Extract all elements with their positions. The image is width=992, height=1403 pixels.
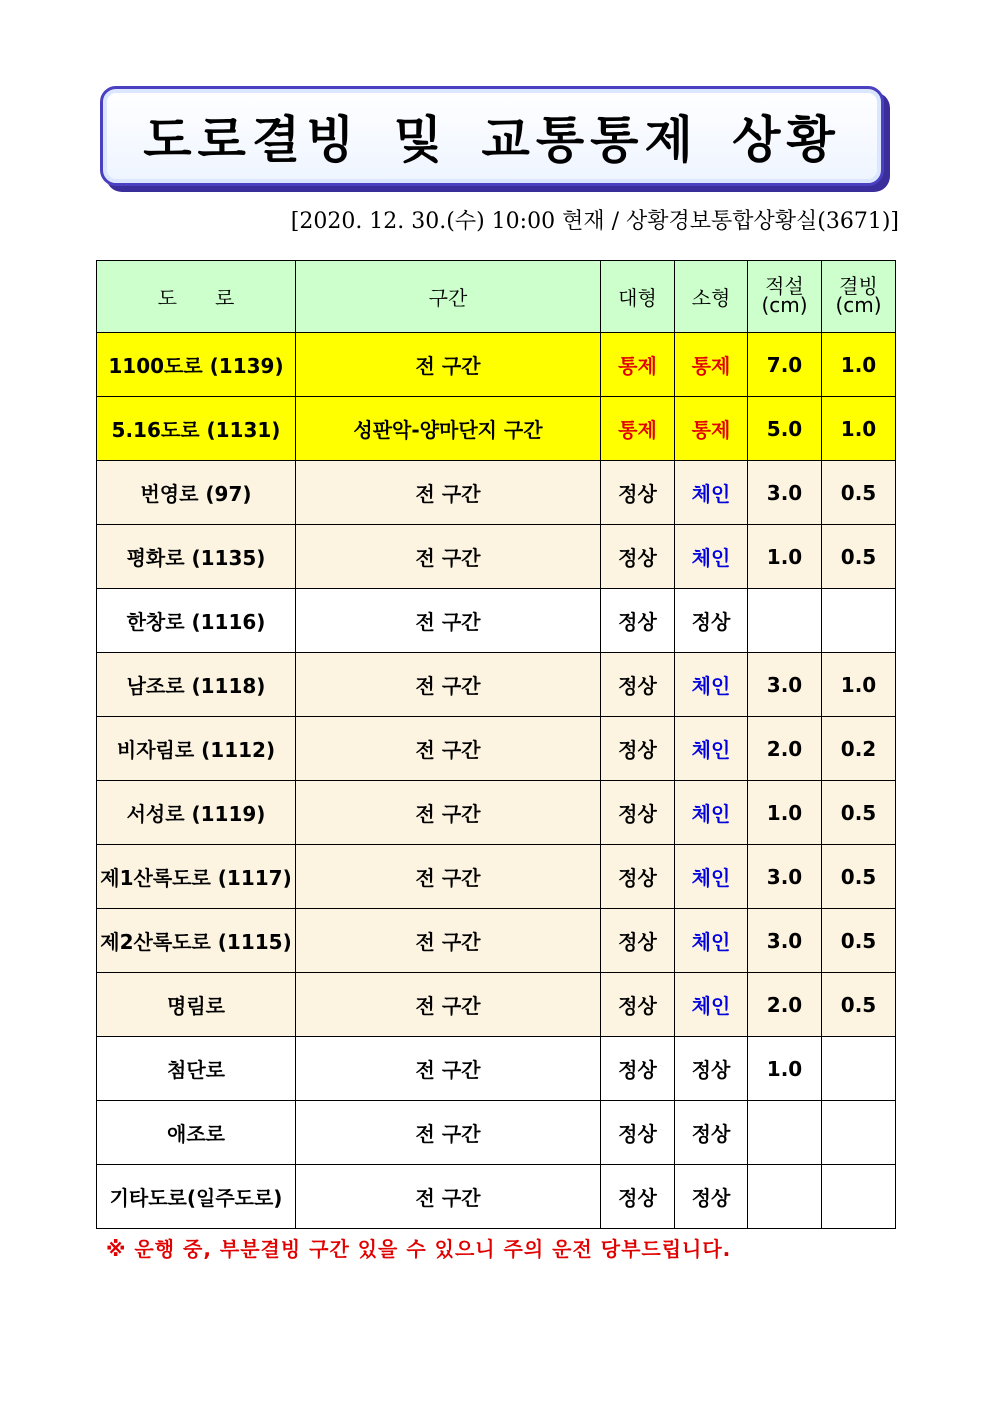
road-name: 명림로: [97, 973, 296, 1037]
report-timestamp: [2020. 12. 30.(수) 10:00 현재 / 상황경보통합상황실(3671)]: [290, 209, 899, 234]
large-vehicle-status: 정상: [601, 717, 675, 781]
road-name: 기타도로(일주도로): [97, 1165, 296, 1229]
ice-depth: 1.0: [822, 653, 896, 717]
ice-depth: [822, 1101, 896, 1165]
road-name: 남조로 (1118): [97, 653, 296, 717]
small-vehicle-status: 통제: [675, 397, 748, 461]
ice-depth: 0.2: [822, 717, 896, 781]
ice-depth: 0.5: [822, 973, 896, 1037]
table-row: [97, 909, 896, 973]
table-header-row: [97, 261, 896, 333]
header-ice: [822, 261, 896, 333]
table-row: [97, 973, 896, 1037]
small-vehicle-status: 체인: [675, 461, 748, 525]
large-vehicle-status: 정상: [601, 1101, 675, 1165]
large-vehicle-status: 정상: [601, 781, 675, 845]
snow-depth: [748, 589, 822, 653]
ice-depth: [822, 589, 896, 653]
header-large-vehicle: 대형: [601, 261, 675, 333]
snow-depth: 3.0: [748, 653, 822, 717]
ice-depth: 0.5: [822, 461, 896, 525]
road-section: 전 구간: [296, 909, 601, 973]
road-section: 전 구간: [296, 1101, 601, 1165]
small-vehicle-status: 체인: [675, 717, 748, 781]
table-row: [97, 1037, 896, 1101]
snow-depth: [748, 1165, 822, 1229]
road-section: 전 구간: [296, 333, 601, 397]
large-vehicle-status: 정상: [601, 973, 675, 1037]
table-row: [97, 781, 896, 845]
table-row: [97, 333, 896, 397]
header-snow-label: 적설: [765, 273, 804, 298]
road-name: 제2산록도로 (1115): [97, 909, 296, 973]
road-name: 평화로 (1135): [97, 525, 296, 589]
title-box: [100, 86, 884, 186]
table-row: [97, 845, 896, 909]
small-vehicle-status: 체인: [675, 781, 748, 845]
large-vehicle-status: 정상: [601, 589, 675, 653]
small-vehicle-status: 통제: [675, 333, 748, 397]
small-vehicle-status: 정상: [675, 589, 748, 653]
ice-depth: 0.5: [822, 525, 896, 589]
large-vehicle-status: 통제: [601, 397, 675, 461]
table-row: [97, 525, 896, 589]
snow-depth: 2.0: [748, 717, 822, 781]
ice-depth: 1.0: [822, 333, 896, 397]
page-title: 도로결빙 및 교통통제 상황: [143, 111, 841, 169]
table-row: [97, 1101, 896, 1165]
road-name: 비자림로 (1112): [97, 717, 296, 781]
small-vehicle-status: 체인: [675, 525, 748, 589]
road-name: 번영로 (97): [97, 461, 296, 525]
snow-depth: [748, 1101, 822, 1165]
road-name: 애조로: [97, 1101, 296, 1165]
road-name: 서성로 (1119): [97, 781, 296, 845]
snow-depth: 1.0: [748, 781, 822, 845]
table-row: [97, 461, 896, 525]
header-ice-unit: (cm): [835, 292, 882, 317]
road-section: 전 구간: [296, 781, 601, 845]
ice-depth: 0.5: [822, 781, 896, 845]
table-row: [97, 397, 896, 461]
snow-depth: 3.0: [748, 845, 822, 909]
road-name: 첨단로: [97, 1037, 296, 1101]
table-row: [97, 653, 896, 717]
table-row: [97, 1165, 896, 1229]
snow-depth: 2.0: [748, 973, 822, 1037]
table-row: [97, 717, 896, 781]
snow-depth: 5.0: [748, 397, 822, 461]
small-vehicle-status: 정상: [675, 1037, 748, 1101]
large-vehicle-status: 정상: [601, 525, 675, 589]
small-vehicle-status: 정상: [675, 1101, 748, 1165]
snow-depth: 1.0: [748, 1037, 822, 1101]
road-section: 전 구간: [296, 1037, 601, 1101]
small-vehicle-status: 체인: [675, 653, 748, 717]
header-snow: [748, 261, 822, 333]
road-section: 전 구간: [296, 845, 601, 909]
large-vehicle-status: 정상: [601, 461, 675, 525]
large-vehicle-status: 정상: [601, 845, 675, 909]
road-name: 1100도로 (1139): [97, 333, 296, 397]
road-section: 전 구간: [296, 589, 601, 653]
road-name: 제1산록도로 (1117): [97, 845, 296, 909]
road-section: 성판악-양마단지 구간: [296, 397, 601, 461]
snow-depth: 3.0: [748, 909, 822, 973]
table-row: [97, 589, 896, 653]
road-section: 전 구간: [296, 653, 601, 717]
road-section: 전 구간: [296, 1165, 601, 1229]
ice-depth: [822, 1037, 896, 1101]
road-name: 한창로 (1116): [97, 589, 296, 653]
snow-depth: 7.0: [748, 333, 822, 397]
road-name: 5.16도로 (1131): [97, 397, 296, 461]
road-section: 전 구간: [296, 525, 601, 589]
large-vehicle-status: 정상: [601, 1165, 675, 1229]
caution-notice: ※ 운행 중, 부분결빙 구간 있을 수 있으니 주의 운전 당부드립니다.: [106, 1237, 732, 1261]
road-section: 전 구간: [296, 461, 601, 525]
snow-depth: 3.0: [748, 461, 822, 525]
large-vehicle-status: 정상: [601, 653, 675, 717]
ice-depth: 0.5: [822, 845, 896, 909]
snow-depth: 1.0: [748, 525, 822, 589]
road-section: 전 구간: [296, 973, 601, 1037]
small-vehicle-status: 정상: [675, 1165, 748, 1229]
header-ice-label: 결빙: [839, 273, 878, 298]
large-vehicle-status: 정상: [601, 1037, 675, 1101]
large-vehicle-status: 정상: [601, 909, 675, 973]
header-road-label: 도 로: [157, 286, 235, 310]
road-status-table: [96, 260, 896, 1229]
small-vehicle-status: 체인: [675, 973, 748, 1037]
header-road: [97, 261, 296, 333]
ice-depth: [822, 1165, 896, 1229]
large-vehicle-status: 통제: [601, 333, 675, 397]
header-small-vehicle: 소형: [675, 261, 748, 333]
road-section: 전 구간: [296, 717, 601, 781]
header-snow-unit: (cm): [761, 292, 808, 317]
small-vehicle-status: 체인: [675, 845, 748, 909]
ice-depth: 0.5: [822, 909, 896, 973]
small-vehicle-status: 체인: [675, 909, 748, 973]
header-section: 구간: [296, 261, 601, 333]
ice-depth: 1.0: [822, 397, 896, 461]
title-banner: [100, 86, 884, 186]
